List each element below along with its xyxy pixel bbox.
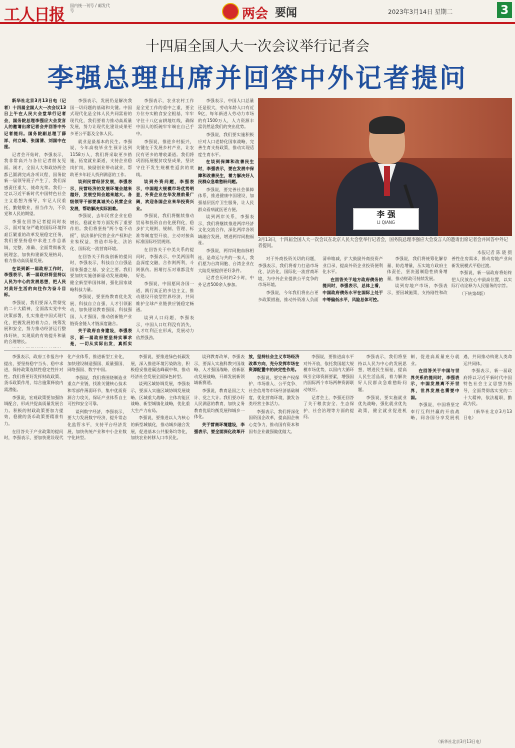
article-paragraph — [4, 347, 66, 348]
article-paragraph: 在谈到保障和改善民生时，李强表示，要在发展中保障和改善民生，着力解决好人民群众急难愁盼问题。 — [198, 159, 254, 185]
article-column-3 — [136, 98, 194, 348]
article-paragraph: 李强说，要完善产权保护、市场准入、公平竞争、社会信用等市场经济基础制度，优化营商环境，激发各类经营主体活力。 — [248, 374, 300, 407]
article-paragraph: 谈到房地产市场，李强表示，要因城施策，支持刚性和改善性住房需求，推动房地产业向新发展模式平稳过渡。 — [387, 256, 512, 295]
article-paragraph: 在回答关于中国与世界关系的提问时，李强表示，中国发展离不开世界，世界发展也需要中国。 — [410, 368, 460, 400]
article-paragraph: 谈到民营经济发展，李强表示，民营经济的发展环境会越来越好，发展空间会越来越大。各级领导干部要真诚关心民营企业发展，帮助解决实际困难。 — [70, 179, 132, 211]
article-paragraph: 李强说，两岸同胞血脉相连，是命运与共的一家人，我们愿为台湾同胞、台湾企业在大陆发展提供更好条件。 — [198, 248, 254, 273]
article-paragraph: 李强说，我们将统筹化解存量、防范增量，压实地方政府主体责任，坚决遏制隐性债务增量，推动财政可持续发展。 — [387, 256, 448, 281]
article-paragraph: 在回答关于科技创新的提问时，李强表示，科技自立自强是国家强盛之基、安全之要。我们要加快实施创新驱动发展战略，健全新型举国体制，强化国家战略科技力量。 — [70, 253, 132, 292]
nameplate-english: LI QIANG — [377, 220, 395, 225]
article-paragraph: 在回答关于中美关系的提问时，李强表示，中美两国利益深度交融，合作则两利，斗则俱伤。围堵打压对谁都没有好处。 — [136, 247, 194, 279]
photo-hair — [369, 116, 405, 134]
article-paragraph: 李强说，我们将围绕制造业重点产业链，找准关键核心技术和零部件薄弱环节，集中优质资源合力攻关，保证产业体系自主可控和安全可靠。 — [67, 374, 127, 407]
article-column-2 — [70, 98, 132, 348]
national-emblem-icon — [222, 3, 239, 20]
article-paragraph: 李强说，去年民营企业在稳增长、稳就业等方面发挥了重要作用。我们将坚持“两个毫不动摇”，依法保护民营企业产权和企业家权益，营造市场化、法治化、国际化一流营商环境。 — [70, 213, 132, 252]
lower-middle-article — [194, 354, 354, 738]
lower-right-article — [358, 354, 512, 738]
article-paragraph: 关于政府自身建设，李强表示，新一届政府要坚持实事求是，一切从实际出发，真抓实 — [70, 328, 132, 347]
article-paragraph: 李强表示，我们将深化国资国企改革，提高国企核心竞争力，推动国有资本和国有企业做强做优做大。 — [248, 408, 300, 434]
article-paragraph: 在回答关于产业政策的提问时，李强表示，要加快建设现代化产业体系，推进新型工业化，加快建设制造强国、质量强国、网络强国、数字中国。 — [4, 354, 127, 441]
article-paragraph: 李强说，要推进以人为核心的新型城镇化，推动城乡融合发展，促进基本公共服务均等化，加快农业转移人口市民化。 — [130, 415, 190, 441]
article-paragraph: （新华社北京3月13日电） — [463, 408, 512, 421]
article-paragraph: 李强在回答记者提问时表示，面对复杂严峻的国际环境和艰巨繁重的改革发展稳定任务，我们要坚持稳中求进工作总基调，完整、准确、全面贯彻新发展理念，加快构建新发展格局，着力推动高质量发展。 — [4, 218, 66, 264]
article-paragraph: 记者会上，李强还回答了关于粮食安全、生态保护、社会治理等方面的提问。 — [303, 394, 354, 420]
article-paragraph: 记者会开始时，李强表示，我非常高兴与各位记者朋友见面。刚才，全国人大和政协两会都已圆满完成各项议程，国务院新一届领导班子产生了，我们深感责任重大、使命光荣。我们一定以习近平新时代中国特色社会主义思想为指导，牢记人民重托，勤勉敬业，担当作为，不负党和人民的期望。 — [4, 151, 66, 217]
article-paragraph: 记者会历时约2小时，中外记者500余人参加。 — [198, 275, 254, 288]
article-paragraph: 李强说，我们要深入贯彻党的二十大精神，全面落实党中央决策部署，扎实推进中国式现代化，把握发展的着力点，统筹发展和安全，努力推动经济运行整体好转，实现质的有效提升和量的合理增长。 — [4, 299, 66, 345]
article-paragraph: 李强说，中国愿同各国一道，践行真正的多边主义，推动建设开放型世界经济，共同维护全球产业链供应链稳定畅通。 — [136, 281, 194, 313]
article-paragraph: 关于营商环境建设，李强表示，要全面深化改革开放，坚持社会主义市场经济改革方向，充分发挥市场在资源配置中的决定性作用。 — [194, 354, 300, 434]
article-paragraph: 李强说，我们将继续推动贸易和投资自由化便利化，稳步扩大规则、规制、管理、标准等制度型开放，主动对接高标准国际经贸规则。 — [136, 213, 194, 245]
article-paragraph: 在谈到新一届政府工作时，李强表示，新一届政府将坚持以人民为中心的发展思想，把人民对美好生活的向往作为奋斗目标。 — [4, 265, 66, 298]
nameplate-chinese: 李 强 — [376, 210, 396, 219]
article-paragraph: 李强说，我们要实施积极应对人口老龄化国家战略，完善生育支持政策，推动实现适度生育水平。 — [198, 131, 254, 157]
section-divider — [4, 350, 512, 351]
article-paragraph: 李强说，要推进高水平对外开放，依托我国超大规模市场优势，以国内大循环吸引全球资源要素，增强国内国际两个市场两种资源联动效应。 — [303, 354, 354, 392]
article-paragraph: 对于外商投资关切的问题，李强表示，我们将着力打造市场化、法治化、国际化一流营商环境，为中外企业提供公平竞争的市场环境。 — [258, 256, 319, 288]
article-paragraph: 谈到人口问题，李强表示，中国人口红利没有消失，人才红利正在形成，发展动力依然强劲。 — [136, 315, 194, 340]
photo-tie — [384, 166, 390, 196]
article-column-1 — [4, 98, 66, 348]
article-paragraph: 谈到两岸关系，李强表示，我们将继续推进两岸经济文化交流合作，深化两岸各领域融合发展，增进两岸同胞福祉。 — [198, 214, 254, 246]
article-paragraph: 谈到教育改革，李强表示，要深入实施科教兴国战略、人才强国战略、创新驱动发展战略，开辟发展新领域新赛道。 — [194, 354, 245, 386]
article-paragraph: 李强说，要推进绿色低碳发展，深入推进环境污染防治，积极稳妥推进碳达峰碳中和，推动经济社会发展全面绿色转型。 — [130, 354, 190, 379]
issue-date: 2023年3月14日 星期二 — [388, 9, 453, 16]
photo-caption — [258, 238, 512, 257]
article-paragraph: 就业是最基本的民生。李强说，今年高校毕业生预计达到1158万人，我们将采取更多措施，拓宽就业渠道，支持企业稳岗扩岗，鼓励创业带动就业，帮助更多年轻人找到满意的工作。 — [70, 138, 132, 177]
footer-note: （新华社北京3月13日电） — [436, 739, 484, 744]
article-paragraph: 谈到数字经济，李强表示，要大力发展数字经济，提升常态化监管水平，支持平台经济发展，加快传统产业和中小企业数字化转型。 — [67, 408, 127, 441]
article-column-4 — [198, 98, 254, 348]
article-paragraph: 李强表示，中国人口总量还是很大，劳动年龄人口有近9亿，每年新进入劳动力市场的有1500万人，人力资源丰富仍然是我们的突出优势。 — [198, 98, 254, 130]
article-paragraph: （下转第4版） — [459, 290, 488, 296]
article-paragraph: 李强表示，我们将坚持以人民为中心的发展思想，增进民生福祉，提高人民生活品质，着力解决好人民群众急难愁盼问题。 — [358, 354, 407, 392]
newspaper-logo: 工人日报 — [4, 5, 65, 24]
article-paragraph: 李强说，要实施就业优先战略，强化就业优先政策，健全就业促进机制，促进高质量充分就业。 — [358, 354, 460, 413]
article-paragraph: 李强说，今年我们将出台更多政策措施，推动外资准入负面清单缩减，扩大鼓励外商投资产业目录，提高外资企业投资便利化水平。 — [258, 256, 383, 302]
section-label: 两会 — [242, 7, 269, 22]
lower-left-article — [4, 354, 190, 738]
photo-nameplate — [353, 208, 419, 230]
headline-area — [0, 24, 515, 94]
headline-kicker: 十四届全国人大一次会议举行记者会 — [145, 39, 370, 55]
article-paragraph: 在回答关于地方政府债务的提问时，李强表示，总体上看，中国政府债务水平在国际上处于中等偏低水平，风险总体可控。 — [322, 276, 383, 302]
article-paragraph: 李强表示，发展仍是解决我国一切问题的基础和关键。中国式现代化是全体人民共同富裕的现代化，我们要着力推动高质量发展，努力让现代化建设成果更多更公平惠及全体人民。 — [70, 98, 132, 136]
article-paragraph: 李强表示，农业农村工作是全党工作的重中之重，要全方位夯实粮食安全根基，牢牢守住十八亿亩耕地红线，确保中国人的饭碗牢牢端在自己手中。 — [136, 98, 194, 136]
article-paragraph: 谈到区域协调发展，李强表示，要深入实施区域协调发展战略、区域重大战略、主体功能区战略、新型城镇化战略，优化重大生产力布局。 — [130, 381, 190, 413]
page-number: 3 — [497, 2, 512, 18]
article-column-5 — [258, 256, 512, 346]
logo-subtitle: 国内统一刊号 / 邮发代号 — [70, 3, 110, 13]
article-paragraph: 谈到外资问题，李强表示，中国超大规模市场优势明显，外资企业在华发展前景广阔，欢迎各国企业来华投资兴业。 — [136, 179, 194, 211]
article-paragraph: 李强表示，新一届政府将以习近平新时代中国特色社会主义思想为指导，全面贯彻落实党的二十大精神，依法履职，勤政为民。 — [463, 368, 512, 407]
photo-credit: 本报记者 陈 晓 摄 — [477, 250, 512, 256]
masthead — [0, 0, 515, 24]
article-paragraph: 李强说，教育是国之大计、党之大计。我们要办好人民满意的教育，加快义务教育优质均衡发展和城乡一体化。 — [194, 387, 245, 420]
caption-text: 3月13日，十四届全国人大一次会议在北京人民大会堂举行记者会，国务院总理李强应大会发言人的邀请出席记者会并回答中外记者提问。 — [258, 238, 508, 250]
article-paragraph: 李强说，要坚持教育优先发展、科技自立自强、人才引领驱动，加快建设教育强国、科技强国、人才强国，推动创新链产业链资金链人才链深度融合。 — [70, 294, 132, 326]
section-name: 要闻 — [275, 6, 297, 19]
article-paragraph: 李强说，新一届政府将始终把人民放在心中最高位置，以实际行动诠释为人民服务的宗旨。 — [451, 270, 512, 289]
article-paragraph: 新华社北京3月13日电（记者）十四届全国人大一次会议13日上午在人民大会堂举行记者会，国务院总理李强应大会发言人的邀请出席记者会并回答中外记者提问。国务院副总理丁薛祥、何立峰、张国清、刘国中在座。 — [4, 98, 66, 150]
article-paragraph: 李强说，推进乡村振兴，关键在于发展乡村产业，让农民有更多的增收渠道。我们将巩固拓展脱贫攻坚成果，坚决守住不发生规模性返贫的底线。 — [136, 138, 194, 177]
article-paragraph: 李强说，宏观政策要加强协调配合，形成共促高质量发展合力。积极的财政政策要加力提效，稳健的货币政策要精准有力。 — [4, 394, 64, 426]
main-headline: 李强总理出席并回答中外记者提问 — [47, 64, 468, 94]
article-paragraph: 李强说，要完善社会保障体系，推进健康中国建设，加强基层医疗卫生服务，让人民群众看病就医更方便。 — [198, 186, 254, 212]
news-photo-li-qiang — [258, 98, 512, 236]
article-paragraph: 李强表示，政府工作报告中提出，要坚持稳字当头、稳中求进，保持政策连续性稳定性针对性。我们将更好发挥财政政策、货币政策作用，综合施策释放内需潜能。 — [4, 354, 64, 392]
article-paragraph: 李强说，中国将坚定奉行互利共赢的开放战略，同各国分享发展机遇，共同推动构建人类命运共同体。 — [410, 354, 512, 421]
